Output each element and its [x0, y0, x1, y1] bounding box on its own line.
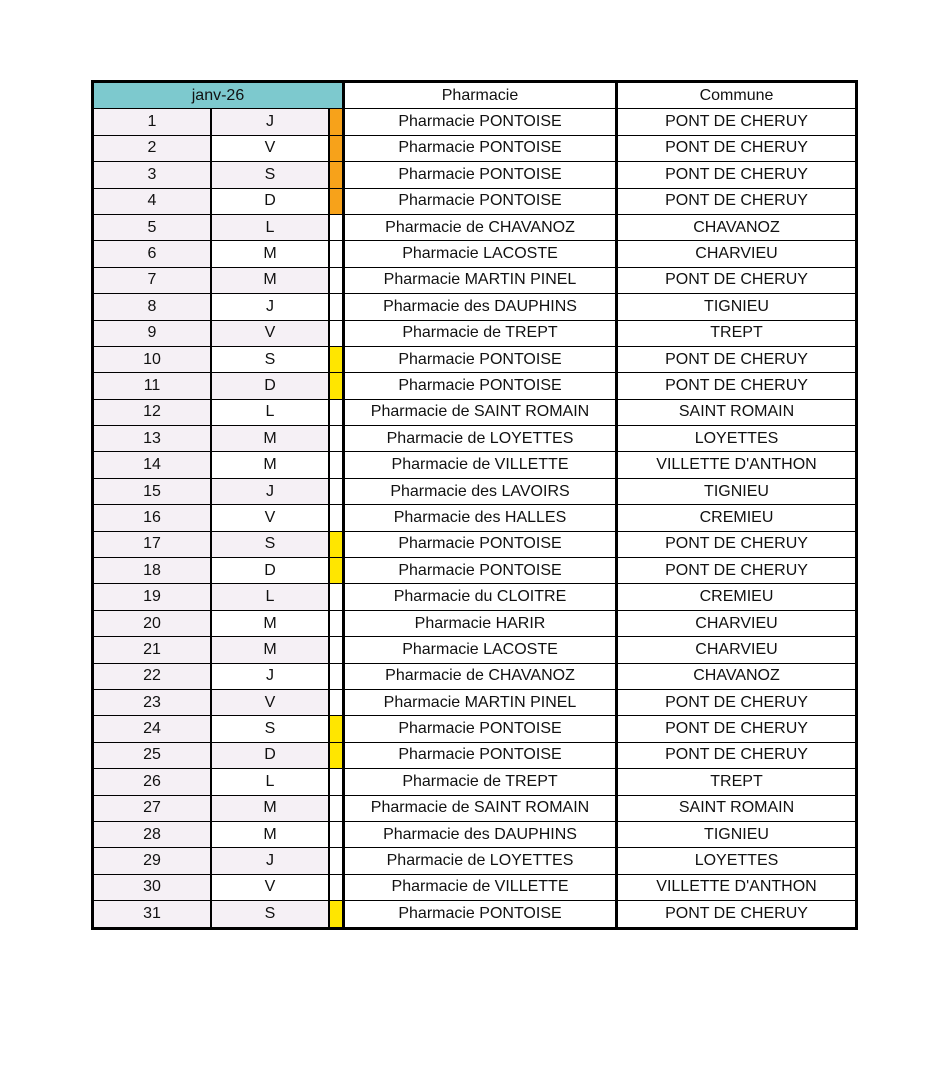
table-row [93, 373, 857, 399]
weekend-marker-cell [329, 769, 344, 795]
day-number-cell: 16 [93, 505, 212, 531]
pharmacie-cell: Pharmacie des LAVOIRS [344, 478, 617, 504]
day-number-cell: 21 [93, 637, 212, 663]
weekend-marker-cell [329, 742, 344, 768]
weekday-cell: L [211, 769, 329, 795]
commune-cell: PONT DE CHERUY [617, 346, 857, 372]
weekday-cell: V [211, 874, 329, 900]
weekend-marker-cell [329, 188, 344, 214]
weekday-cell: D [211, 188, 329, 214]
commune-cell: PONT DE CHERUY [617, 901, 857, 928]
weekday-cell: M [211, 426, 329, 452]
commune-cell: CREMIEU [617, 584, 857, 610]
pharmacie-cell: Pharmacie PONTOISE [344, 901, 617, 928]
pharmacie-cell: Pharmacie LACOSTE [344, 637, 617, 663]
weekday-cell: L [211, 214, 329, 240]
weekend-marker-cell [329, 241, 344, 267]
day-number-cell: 17 [93, 531, 212, 557]
weekday-cell: D [211, 373, 329, 399]
day-number-cell: 4 [93, 188, 212, 214]
commune-cell: PONT DE CHERUY [617, 531, 857, 557]
commune-cell: SAINT ROMAIN [617, 399, 857, 425]
commune-cell: TIGNIEU [617, 821, 857, 847]
pharmacie-cell: Pharmacie de CHAVANOZ [344, 214, 617, 240]
weekday-cell: J [211, 109, 329, 135]
table-row [93, 901, 857, 928]
table-row [93, 663, 857, 689]
weekend-marker-cell [329, 821, 344, 847]
pharmacie-cell: Pharmacie PONTOISE [344, 346, 617, 372]
pharmacie-cell: Pharmacie de LOYETTES [344, 426, 617, 452]
day-number-cell: 25 [93, 742, 212, 768]
pharmacie-cell: Pharmacie des DAUPHINS [344, 821, 617, 847]
commune-cell: LOYETTES [617, 848, 857, 874]
pharmacie-cell: Pharmacie de SAINT ROMAIN [344, 399, 617, 425]
commune-cell: PONT DE CHERUY [617, 558, 857, 584]
weekday-cell: S [211, 346, 329, 372]
table-row [93, 795, 857, 821]
weekday-cell: L [211, 399, 329, 425]
day-number-cell: 29 [93, 848, 212, 874]
weekend-marker-cell [329, 426, 344, 452]
table-row [93, 320, 857, 346]
commune-cell: PONT DE CHERUY [617, 188, 857, 214]
weekend-marker-cell [329, 135, 344, 161]
weekday-cell: D [211, 558, 329, 584]
day-number-cell: 11 [93, 373, 212, 399]
weekend-marker-cell [329, 558, 344, 584]
pharmacie-cell: Pharmacie de TREPT [344, 320, 617, 346]
table-row [93, 742, 857, 768]
day-number-cell: 1 [93, 109, 212, 135]
commune-cell: SAINT ROMAIN [617, 795, 857, 821]
pharmacie-cell: Pharmacie du CLOITRE [344, 584, 617, 610]
commune-cell: VILLETTE D'ANTHON [617, 874, 857, 900]
pharmacie-cell: Pharmacie de CHAVANOZ [344, 663, 617, 689]
table-row [93, 716, 857, 742]
day-number-cell: 2 [93, 135, 212, 161]
weekday-cell: S [211, 716, 329, 742]
weekend-marker-cell [329, 901, 344, 928]
table-row [93, 584, 857, 610]
weekday-cell: M [211, 795, 329, 821]
day-number-cell: 22 [93, 663, 212, 689]
table-row [93, 531, 857, 557]
pharmacie-cell: Pharmacie de LOYETTES [344, 848, 617, 874]
weekday-cell: V [211, 320, 329, 346]
weekday-cell: S [211, 162, 329, 188]
commune-cell: VILLETTE D'ANTHON [617, 452, 857, 478]
weekday-cell: J [211, 663, 329, 689]
weekday-cell: L [211, 584, 329, 610]
day-number-cell: 31 [93, 901, 212, 928]
pharmacie-cell: Pharmacie MARTIN PINEL [344, 267, 617, 293]
commune-cell: LOYETTES [617, 426, 857, 452]
weekend-marker-cell [329, 346, 344, 372]
pharmacie-cell: Pharmacie PONTOISE [344, 373, 617, 399]
pharmacie-cell: Pharmacie LACOSTE [344, 241, 617, 267]
weekend-marker-cell [329, 848, 344, 874]
table-row [93, 241, 857, 267]
pharmacie-cell: Pharmacie PONTOISE [344, 162, 617, 188]
table-row [93, 135, 857, 161]
day-number-cell: 27 [93, 795, 212, 821]
weekday-cell: S [211, 901, 329, 928]
day-number-cell: 30 [93, 874, 212, 900]
table-row [93, 610, 857, 636]
day-number-cell: 23 [93, 689, 212, 715]
commune-cell: TREPT [617, 769, 857, 795]
weekend-marker-cell [329, 320, 344, 346]
commune-cell: TIGNIEU [617, 294, 857, 320]
day-number-cell: 19 [93, 584, 212, 610]
commune-cell: PONT DE CHERUY [617, 716, 857, 742]
pharmacie-cell: Pharmacie de TREPT [344, 769, 617, 795]
table-row [93, 689, 857, 715]
day-number-cell: 5 [93, 214, 212, 240]
day-number-cell: 7 [93, 267, 212, 293]
weekend-marker-cell [329, 610, 344, 636]
commune-cell: CHARVIEU [617, 637, 857, 663]
weekday-cell: J [211, 294, 329, 320]
pharmacie-cell: Pharmacie PONTOISE [344, 531, 617, 557]
weekend-marker-cell [329, 505, 344, 531]
table-row [93, 426, 857, 452]
weekend-marker-cell [329, 109, 344, 135]
pharmacie-cell: Pharmacie PONTOISE [344, 716, 617, 742]
day-number-cell: 8 [93, 294, 212, 320]
table-row [93, 188, 857, 214]
weekend-marker-cell [329, 214, 344, 240]
table-row [93, 267, 857, 293]
commune-cell: PONT DE CHERUY [617, 373, 857, 399]
weekend-marker-cell [329, 373, 344, 399]
day-number-cell: 12 [93, 399, 212, 425]
pharmacie-cell: Pharmacie de VILLETTE [344, 452, 617, 478]
day-number-cell: 24 [93, 716, 212, 742]
pharmacie-cell: Pharmacie PONTOISE [344, 558, 617, 584]
table-row [93, 637, 857, 663]
pharmacie-cell: Pharmacie PONTOISE [344, 188, 617, 214]
weekend-marker-cell [329, 294, 344, 320]
weekday-cell: M [211, 452, 329, 478]
day-number-cell: 6 [93, 241, 212, 267]
day-number-cell: 26 [93, 769, 212, 795]
table-row [93, 478, 857, 504]
weekday-cell: M [211, 821, 329, 847]
table-row [93, 558, 857, 584]
weekday-cell: V [211, 505, 329, 531]
table-row [93, 848, 857, 874]
commune-cell: CREMIEU [617, 505, 857, 531]
pharmacie-cell: Pharmacie PONTOISE [344, 109, 617, 135]
table-row [93, 109, 857, 135]
weekend-marker-cell [329, 874, 344, 900]
weekday-cell: J [211, 478, 329, 504]
weekend-marker-cell [329, 531, 344, 557]
day-number-cell: 13 [93, 426, 212, 452]
weekday-cell: S [211, 531, 329, 557]
commune-cell: PONT DE CHERUY [617, 689, 857, 715]
commune-cell: CHARVIEU [617, 610, 857, 636]
commune-header: Commune [617, 82, 857, 109]
pharmacie-cell: Pharmacie PONTOISE [344, 742, 617, 768]
day-number-cell: 10 [93, 346, 212, 372]
weekday-cell: V [211, 135, 329, 161]
header-row [93, 82, 857, 109]
commune-cell: CHAVANOZ [617, 214, 857, 240]
commune-cell: CHARVIEU [617, 241, 857, 267]
pharmacie-cell: Pharmacie des HALLES [344, 505, 617, 531]
commune-cell: TREPT [617, 320, 857, 346]
table-row [93, 214, 857, 240]
pharmacie-header: Pharmacie [344, 82, 617, 109]
weekend-marker-cell [329, 478, 344, 504]
commune-cell: CHAVANOZ [617, 663, 857, 689]
pharmacy-duty-table [91, 80, 858, 930]
day-number-cell: 14 [93, 452, 212, 478]
weekend-marker-cell [329, 267, 344, 293]
commune-cell: PONT DE CHERUY [617, 742, 857, 768]
day-number-cell: 3 [93, 162, 212, 188]
table-row [93, 821, 857, 847]
pharmacie-cell: Pharmacie PONTOISE [344, 135, 617, 161]
pharmacie-cell: Pharmacie de SAINT ROMAIN [344, 795, 617, 821]
day-number-cell: 9 [93, 320, 212, 346]
weekday-cell: M [211, 241, 329, 267]
weekend-marker-cell [329, 637, 344, 663]
weekday-cell: J [211, 848, 329, 874]
pharmacie-cell: Pharmacie des DAUPHINS [344, 294, 617, 320]
weekend-marker-cell [329, 689, 344, 715]
weekday-cell: M [211, 610, 329, 636]
month-header: janv-26 [93, 82, 344, 109]
weekday-cell: M [211, 267, 329, 293]
table-row [93, 294, 857, 320]
commune-cell: PONT DE CHERUY [617, 267, 857, 293]
table-row [93, 505, 857, 531]
weekend-marker-cell [329, 452, 344, 478]
weekend-marker-cell [329, 584, 344, 610]
table-row [93, 162, 857, 188]
table-row [93, 874, 857, 900]
table-row [93, 346, 857, 372]
day-number-cell: 28 [93, 821, 212, 847]
table-row [93, 769, 857, 795]
table-row [93, 452, 857, 478]
weekend-marker-cell [329, 663, 344, 689]
commune-cell: PONT DE CHERUY [617, 135, 857, 161]
weekday-cell: D [211, 742, 329, 768]
weekday-cell: V [211, 689, 329, 715]
weekend-marker-cell [329, 716, 344, 742]
day-number-cell: 20 [93, 610, 212, 636]
table-row [93, 399, 857, 425]
commune-cell: TIGNIEU [617, 478, 857, 504]
pharmacie-cell: Pharmacie HARIR [344, 610, 617, 636]
weekend-marker-cell [329, 795, 344, 821]
commune-cell: PONT DE CHERUY [617, 162, 857, 188]
day-number-cell: 18 [93, 558, 212, 584]
commune-cell: PONT DE CHERUY [617, 109, 857, 135]
weekend-marker-cell [329, 162, 344, 188]
pharmacie-cell: Pharmacie MARTIN PINEL [344, 689, 617, 715]
pharmacie-cell: Pharmacie de VILLETTE [344, 874, 617, 900]
weekend-marker-cell [329, 399, 344, 425]
day-number-cell: 15 [93, 478, 212, 504]
weekday-cell: M [211, 637, 329, 663]
